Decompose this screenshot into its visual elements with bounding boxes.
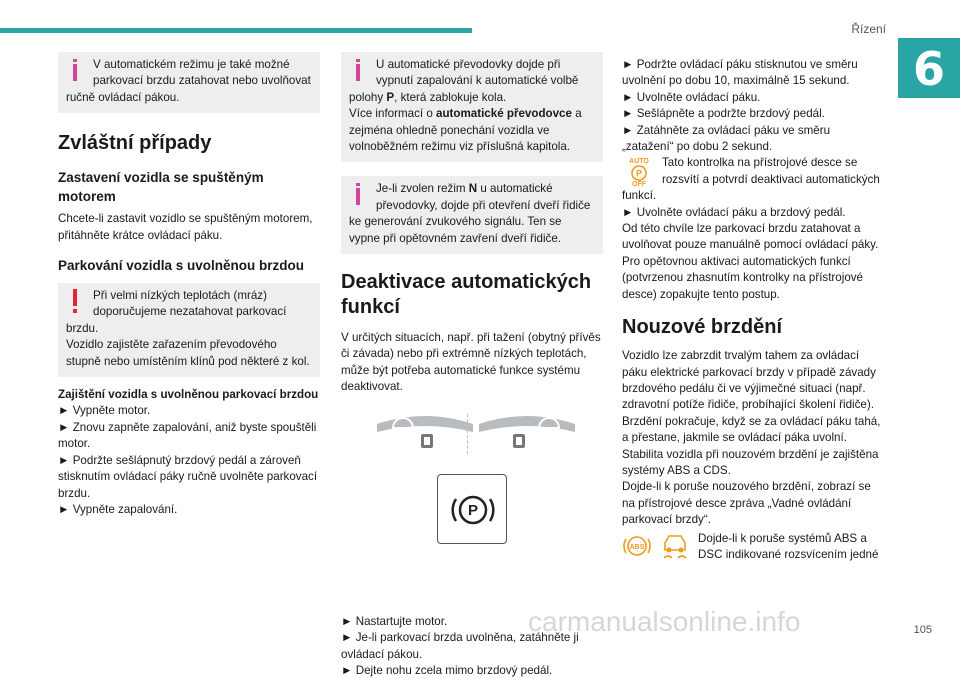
- abs-warning-lamp-icon: [622, 531, 652, 561]
- svg-text:OFF: OFF: [632, 181, 646, 189]
- watermark: carmanualsonline.info: [528, 606, 801, 637]
- svg-text:P: P: [635, 168, 643, 179]
- step: ► Znovu zapněte zapalování, aniž byste spouštěli motor.: [58, 420, 317, 451]
- note-text: U automatické převodovky dojde při vypnutí zapalování k automatické volbě polohy P, která zablokuje kola.: [349, 58, 579, 104]
- step: ► Vypněte motor.: [58, 404, 151, 418]
- section-title-special-cases: Zvláštní případy: [58, 132, 212, 155]
- paragraph: Stabilita vozidla při nouzovém brzdění je zajištěna systémy ABS a CDS.: [622, 447, 879, 477]
- warning-icon: [66, 288, 88, 314]
- step: ► Podržte sešlápnutý brzdový pedál a zároveň stisknutím ovládací páky ručně uvolněte parkovací brzdu.: [58, 453, 318, 500]
- step: ► Zatáhněte za ovládací páku ve směru „zatažení“ po dobu 2 sekund.: [622, 123, 831, 154]
- column-3: [622, 57, 884, 563]
- step: ► Uvolněte ovládací páku a brzdový pedál.: [622, 205, 846, 219]
- paragraph: Pro opětovnou aktivaci automatických funkcí (potvrzenou zhasnutím kontrolky na přístrojové desce) zopakujte tento postup.: [622, 254, 864, 301]
- abs-dsc-text: Dojde-li k poruše systémů ABS a DSC indikované rozsvícením jedné: [698, 531, 879, 561]
- step: ► Uvolněte ovládací páku.: [622, 90, 761, 104]
- chapter-number: 6: [912, 42, 945, 96]
- header-title: Řízení: [851, 22, 886, 36]
- info-icon: [349, 57, 371, 83]
- paragraph: Od této chvíle lze parkovací brzdu zatahovat a uvolňovat pouze manuálně pomocí ovládací páky.: [622, 222, 879, 252]
- info-note: [341, 176, 603, 254]
- lamp-text: Tato kontrolka na přístrojové desce se rozsvítí a potvrdí deaktivaci automatických funkcí.: [622, 156, 880, 203]
- steering-wheel-right-icon: [477, 412, 577, 452]
- step: ► Je-li parkovací brzda uvolněna, zatáhněte ji ovládací pákou.: [341, 631, 579, 661]
- info-note: [341, 52, 603, 162]
- note-text: Je-li zvolen režim N u automatické převodovky, dojde při otevření dveří řidiče ke generování zvukového signálu. Ten se vypne při opětovném zavření dveří řidiče.: [349, 182, 591, 245]
- paragraph: Vozidlo lze zabrzdit trvalým tahem za ovládací páku elektrické parkovací brzdy v případě závady brzdového pedálu či ve výjimečné situaci (např. zdravotní potíže řidiče, probíhající školení řidiče). Brzdění pokračuje, když se za ovládací páku tahá, a přestane, jakmile se ovládací páka uvolní.: [622, 349, 881, 445]
- header-accent-bar: [0, 28, 472, 33]
- note-text: Více informací o automatické převodovce a zejména ohledně ponechání vozidla ve volnoběžném režimu viz příslušná kapitola.: [349, 107, 582, 154]
- chapter-tab: [898, 38, 960, 98]
- info-icon: [66, 57, 88, 83]
- svg-text:AUTO: AUTO: [629, 158, 649, 166]
- column-2: [341, 52, 603, 679]
- auto-off-lamp-block: [622, 155, 884, 204]
- warning-text-2: Vozidlo zajistěte zařazením převodového stupně nebo umístěním klínů pod některé z kol.: [66, 338, 310, 368]
- auto-off-warning-lamp-icon: [622, 155, 656, 187]
- paragraph-stop: Chcete-li zastavit vozidlo se spuštěným motorem, přitáhněte krátce ovládací páku.: [58, 212, 313, 242]
- divider: [467, 414, 468, 454]
- note-text: V automatickém režimu je také možné parkovací brzdu zatahovat nebo uvolňovat ručně ovládací pákou.: [66, 58, 311, 104]
- section-title-emergency-braking: Nouzové brzdění: [622, 316, 783, 339]
- step: ► Vypněte zapalování.: [58, 502, 178, 516]
- parking-brake-symbol-icon: [438, 475, 508, 545]
- subsection-title-park: Parkování vozidla s uvolněnou brzdou: [58, 258, 305, 274]
- procedure-title: Zajištění vozidla s uvolněnou parkovací brzdou: [58, 388, 319, 402]
- subsection-title-stop: Zastavení vozidla se spuštěným motorem: [58, 170, 264, 205]
- page-number: 105: [913, 624, 932, 636]
- steering-wheel-left-icon: [375, 412, 475, 452]
- warning-text-1: Při velmi nízkých teplotách (mráz) doporučujeme nezatahovat parkovací brzdu.: [66, 289, 287, 335]
- step: ► Sešlápněte a podržte brzdový pedál.: [622, 107, 825, 121]
- svg-text:ABS: ABS: [629, 543, 645, 551]
- svg-text:P: P: [467, 501, 479, 519]
- paragraph-deactivation: V určitých situacích, např. při tažení (obytný přívěs či závada) nebo při extrémně nízkých teplotách, může být potřeba automatické funkce systému deaktivovat.: [341, 331, 601, 394]
- step: ► Nastartujte motor.: [341, 614, 448, 628]
- paragraph: Dojde-li k poruše nouzového brzdění, zobrazí se na přístrojové desce zpráva „Vadné ovládání parkovací brzdy“.: [622, 480, 871, 527]
- step: ► Dejte nohu zcela mimo brzdový pedál.: [341, 663, 553, 677]
- parking-brake-illustration: [341, 406, 603, 606]
- step: ► Podržte ovládací páku stisknutou ve směru uvolnění po dobu 10, maximálně 15 sekund.: [622, 58, 858, 88]
- info-note: [58, 52, 320, 113]
- abs-lamp-block: [622, 531, 884, 564]
- column-1: [58, 52, 320, 518]
- parking-brake-button: [437, 474, 507, 544]
- info-icon: [349, 181, 371, 207]
- section-title-deactivation: Deaktivace automatických funkcí: [341, 271, 592, 319]
- stability-control-lamp-icon: [658, 531, 692, 561]
- warning-note: [58, 283, 320, 377]
